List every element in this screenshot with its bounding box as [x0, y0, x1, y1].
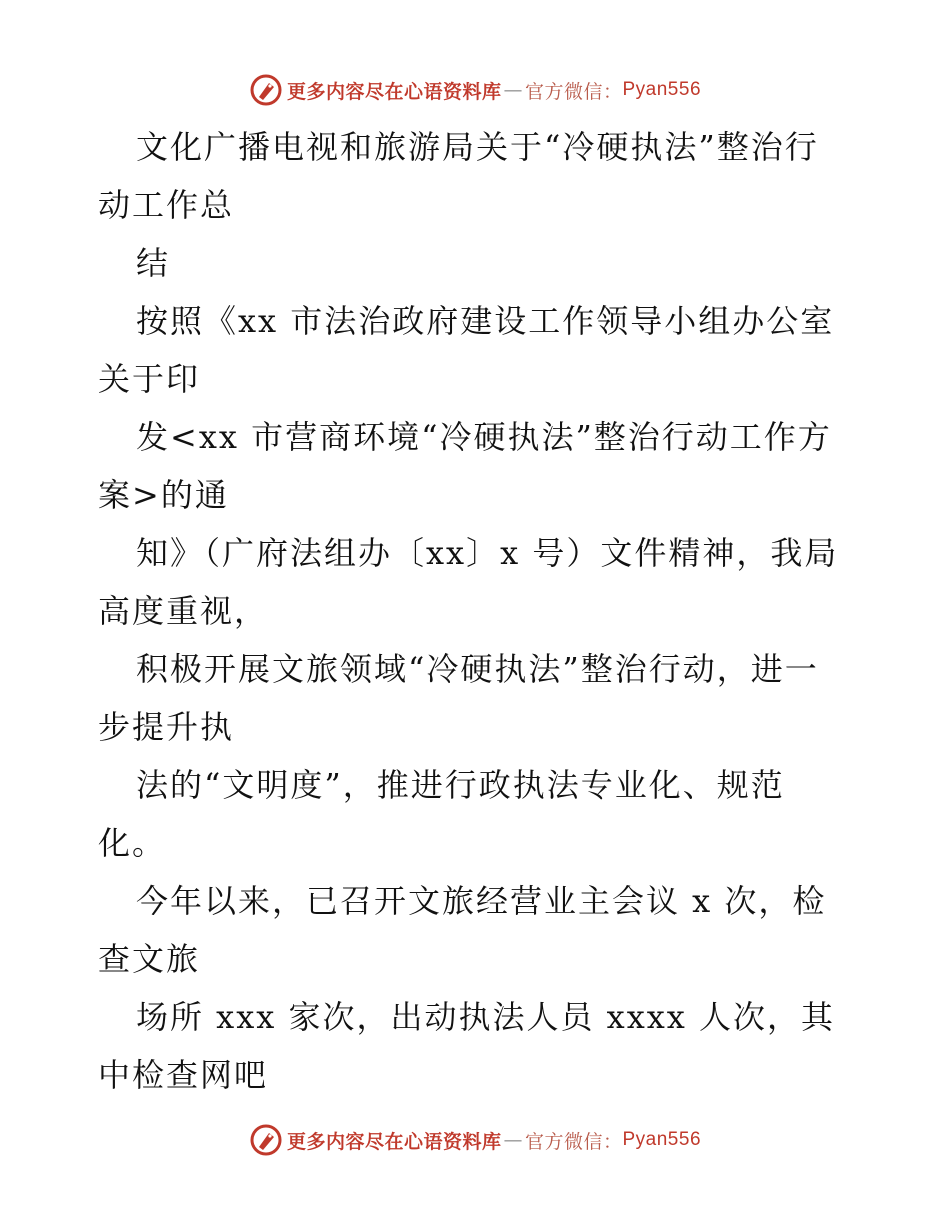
document-line: 今年以来，已召开文旅经营业主会议 x 次，检 [136, 882, 827, 920]
document-line: 查文旅 [98, 940, 201, 978]
document-line: 文化广播电视和旅游局关于“冷硬执法”整治行 [136, 128, 819, 166]
banner-dash: — [503, 1129, 523, 1151]
document-line: 发<xx 市营商环境“冷硬执法”整治行动工作方 [136, 418, 832, 456]
document-body [98, 118, 858, 1104]
banner-wechat-id: Pyan556 [622, 79, 702, 100]
footer-banner[interactable] [0, 1120, 950, 1160]
document-line: 法的“文明度”，推进行政执法专业化、规范 [136, 766, 785, 804]
banner-official-label: 官方微信： [524, 80, 623, 103]
header-banner[interactable] [0, 70, 950, 110]
document-line: 按照《xx 市法治政府建设工作领导小组办公室 [136, 302, 835, 340]
banner-official-label: 官方微信： [524, 1130, 623, 1153]
document-line: 积极开展文旅领域“冷硬执法”整治行动，进一 [136, 650, 819, 688]
document-line: 场所 xxx 家次，出动执法人员 xxxx 人次，其 [136, 998, 836, 1036]
banner-dash: — [503, 79, 523, 101]
pen-nib-logo-icon [249, 73, 283, 107]
document-line: 结 [136, 244, 171, 282]
document-line: 中检查网吧 [98, 1056, 269, 1094]
pen-nib-logo-icon [249, 1123, 283, 1157]
document-line: 化。 [98, 824, 167, 862]
banner-wechat-id: Pyan556 [622, 1129, 702, 1150]
document-line: 动工作总 [98, 186, 235, 224]
document-line: 步提升执 [98, 708, 235, 746]
document-line: 知》（广府法组办〔xx〕x 号）文件精神，我局 [136, 534, 839, 572]
document-line: 高度重视， [98, 592, 269, 630]
document-line: 关于印 [98, 360, 201, 398]
document-line: 案>的通 [98, 476, 229, 514]
banner-title: 更多内容尽在心语资料库 [286, 1130, 502, 1153]
banner-title: 更多内容尽在心语资料库 [286, 80, 502, 103]
